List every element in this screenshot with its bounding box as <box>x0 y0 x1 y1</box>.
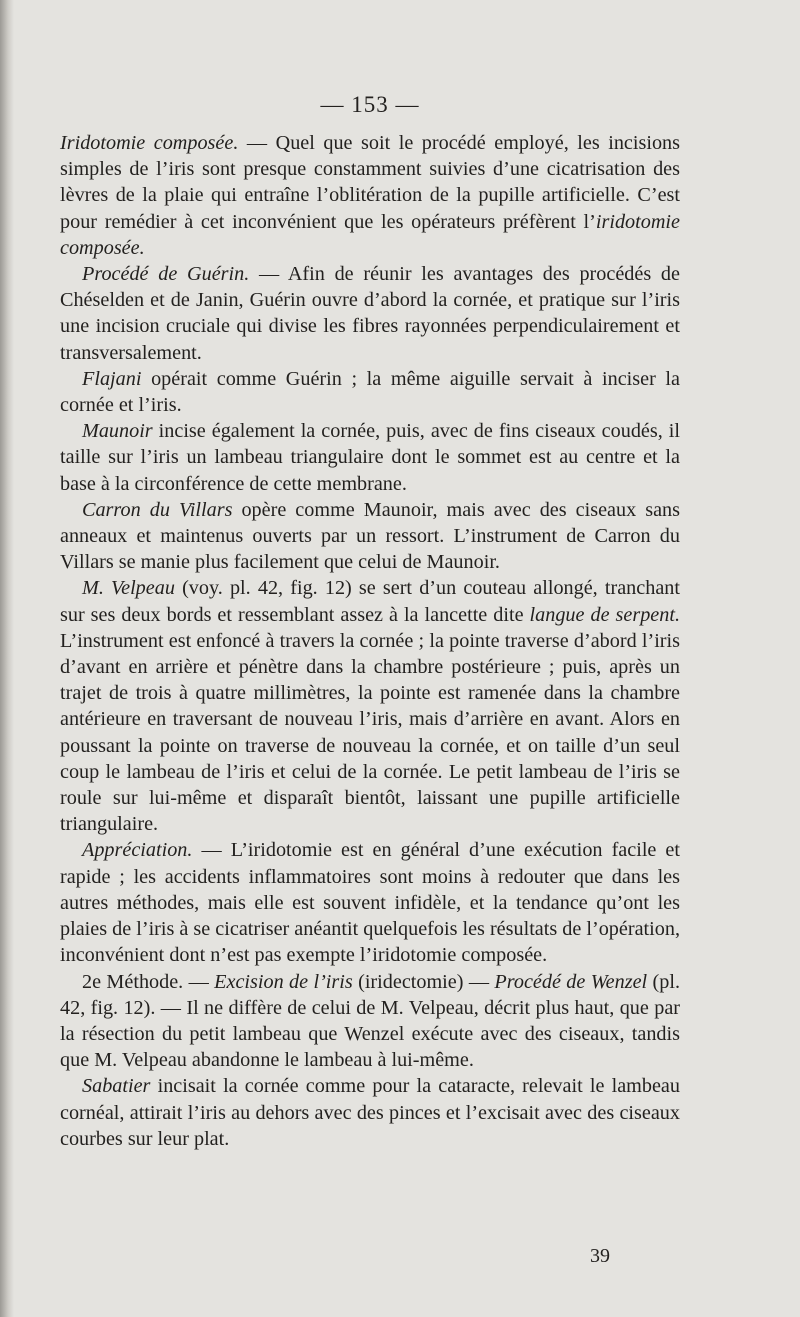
page-number-header: — 153 — <box>320 92 420 117</box>
paragraph-text: opère comme Maunoir, mais avec des ciseaux sans anneaux et maintenus ouverts par un ressort. L’instrument de Carron du Villars se manie plus facilement que celui de Maunoir. <box>60 498 680 574</box>
paragraph-text: opérait comme Guérin ; la même aiguille servait à inciser la cornée et l’iris. <box>60 367 680 417</box>
paragraph-text: — Afin de réunir les avantages des procédés de Chéselden et de Janin, Guérin ouvre d’abord la cornée, et pratique sur l’iris une incision cruciale qui divise les fibres rayonnées perpendiculairement et transversalement. <box>60 263 680 364</box>
paragraph-prefix: 2e Méthode. — <box>82 970 215 993</box>
paragraph-text: (iridectomie) — <box>352 970 495 993</box>
paragraph-text: (voy. pl. 42, fig. 12) se sert d’un couteau allongé, tranchant sur ses deux bords et ressemblant assez à la lancette dite <box>60 577 680 626</box>
paragraph-lead: Flajani <box>82 367 142 390</box>
book-page <box>60 0 680 1317</box>
paragraph-lead: Sabatier <box>82 1075 151 1098</box>
paragraph-italic-mid: langue de serpent. <box>529 603 680 626</box>
paragraph-text-continued: L’instrument est enfoncé à travers la cornée ; la pointe traverse d’abord l’iris d’avant en arrière et pénètre dans la chambre postérieure ; puis, après un trajet de trois à quatre millimètres, la pointe est ramenée dans la chambre antérieure en traversant de nouveau l’iris, mais d’arrière en avant. Alors en poussant la pointe on traverse de nouveau la cornée, et on taille d’un seul coup le lambeau de l’iris et celui de la cornée. Le petit lambeau de l’iris se roule sur lui-même et disparaît bientôt, laissant une pupille artificielle triangulaire. <box>60 629 680 836</box>
paragraph-velpeau <box>60 575 680 837</box>
paragraph-maunoir <box>60 418 680 497</box>
paragraph-lead: Maunoir <box>82 420 153 443</box>
paragraph-lead: Iridotomie composée. <box>60 132 239 154</box>
paragraph-text-continued: (pl. 42, fig. 12). — Il ne diffère de celui de M. Velpeau, décrit plus haut, que par la résection du petit lambeau que Wenzel exécute avec des ciseaux, tandis que M. Velpeau abandonne le lambeau à lui-même. <box>60 970 680 1072</box>
paragraph-lead: Carron du Villars <box>82 498 233 521</box>
paragraph-iridotomie-composee <box>60 130 680 261</box>
paragraph-text: incise également la cornée, puis, avec de fins ciseaux coudés, il taille sur l’iris un lambeau triangulaire dont le sommet est au centre et la base à la circonférence de cette membrane. <box>60 420 680 495</box>
paragraph-lead: Excision de l’iris <box>214 970 353 993</box>
paragraph-appreciation <box>60 837 680 968</box>
paragraph-lead: Procédé de Guérin. <box>82 263 250 286</box>
paragraph-italic-mid: Procédé de Wenzel <box>494 970 648 993</box>
paragraph-text: — L’iridotomie est en général d’une exécution facile et rapide ; les accidents inflammatoires sont moins à redouter que dans les autres méthodes, mais elle est souvent infidèle, et la tendance qu’ont les plaies de l’iris à se cicatriser anéantit quelquefois les résultats de l’opération, inconvénient dont n’est pas exempte l’iridotomie composée. <box>60 839 680 967</box>
paragraph-excision-iris <box>60 969 680 1074</box>
paragraph-flajani <box>60 366 680 418</box>
paragraph-text: incisait la cornée comme pour la cataracte, relevait le lambeau cornéal, attirait l’iris au dehors avec des pinces et l’excisait avec des ciseaux courbes sur leur plat. <box>60 1075 680 1150</box>
paragraph-carron-du-villars <box>60 497 680 576</box>
paragraph-procede-guerin <box>60 261 680 366</box>
paragraph-lead: Appréciation. <box>82 839 193 862</box>
paragraph-lead: M. Velpeau <box>82 577 175 600</box>
paragraph-italic-tail: iridotomie composée. <box>60 210 680 259</box>
page-body <box>60 130 680 1152</box>
page-binding-edge <box>0 0 14 1317</box>
signature-mark: 39 <box>590 1245 610 1267</box>
paragraph-text: — Quel que soit le procédé employé, les incisions simples de l’iris sont presque constamment suivies d’une cicatrisation des lèvres de la plaie qui entraîne l’oblitération de la pupille artificielle. C’est pour remédier à cet inconvénient que les opérateurs préfèrent l’ <box>60 132 680 233</box>
paragraph-sabatier <box>60 1073 680 1152</box>
